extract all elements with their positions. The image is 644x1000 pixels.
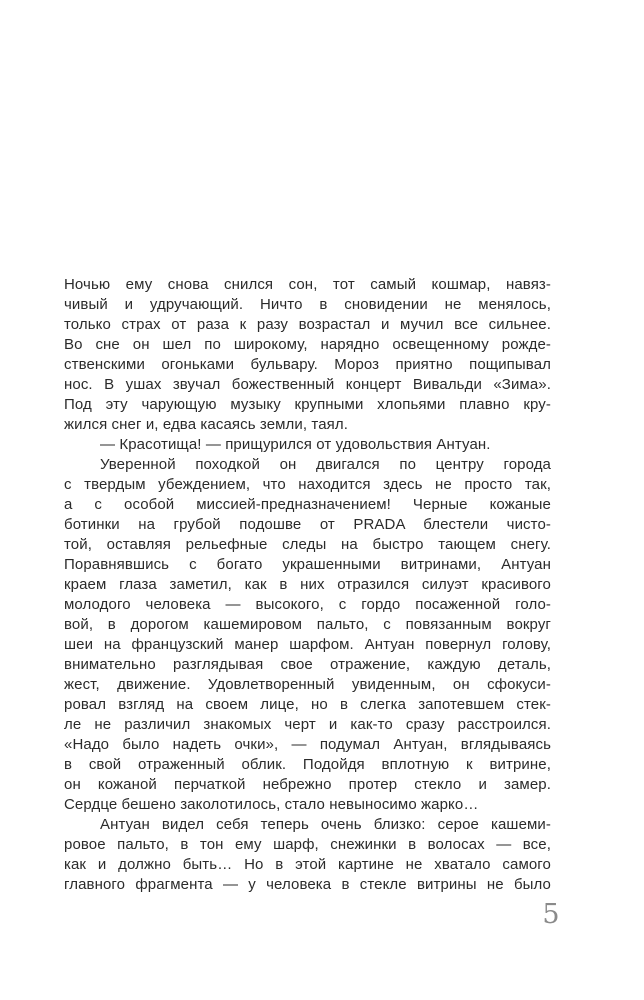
paragraph [64,275,551,435]
paragraph [64,815,551,895]
text-line: внимательно разглядывая свое отражение, каждую деталь, [64,656,551,673]
page-number: 5 [542,899,560,930]
text-line: чивый и удручающий. Ничто в сновидении не менялось, [64,296,551,313]
text-line: Под эту чарующую музыку крупными хлопьями плавно кру- [64,396,551,413]
text-line: «Надо было надеть очки», — подумал Антуан, вглядываясь [64,736,551,753]
text-line: ровое пальто, в тон ему шарф, снежинки в волосах — все, [64,836,551,853]
text-line: шеи на французский манер шарфом. Антуан повернул голову, [64,636,551,653]
text-line: Поравнявшись с богато украшенными витринами, Антуан [64,556,551,573]
text-line: — Красотища! — прищурился от удовольствия Антуан. [100,436,491,453]
text-line: ственскими огоньками бульвару. Мороз приятно пощипывал [64,356,551,373]
text-line: с твердым убеждением, что находится здесь не просто так, [64,476,551,493]
text-line: молодого человека — высокого, с гордо посаженной голо- [64,596,551,613]
text-line: жился снег и, едва касаясь земли, таял. [64,416,349,433]
text-line: Сердце бешено заколотилось, стало невыносимо жарко… [64,796,479,813]
text-line: нос. В ушах звучал божественный концерт Вивальди «Зима». [64,376,551,393]
text-line: в свой отраженный облик. Подойдя вплотную к витрине, [64,756,551,773]
text-line: как и должно быть… Но в этой картине не хватало самого [64,856,551,873]
text-line: ле не различил знакомых черт и как-то сразу расстроился. [64,716,551,733]
text-line: Ночью ему снова снился сон, тот самый кошмар, навяз- [64,276,551,293]
text-line: вой, в дорогом кашемировом пальто, с повязанным вокруг [64,616,551,633]
text-line: он кожаной перчаткой небрежно протер стекло и замер. [64,776,551,793]
text-line: ботинки на грубой подошве от PRADA блестели чисто- [64,516,551,533]
text-line: краем глаза заметил, как в них отразился силуэт красивого [64,576,551,593]
paragraph [64,435,551,455]
paragraph [64,455,551,815]
text-line: только страх от раза к разу возрастал и мучил все сильнее. [64,316,551,333]
text-line: Антуан видел себя теперь очень близко: серое кашеми- [100,816,551,833]
page-text [64,275,551,895]
text-line: а с особой миссией-предназначением! Черные кожаные [64,496,551,513]
text-line: Во сне он шел по широкому, нарядно освещенному рожде- [64,336,551,353]
text-line: ровал взгляд на своем лице, но в слегка запотевшем стек- [64,696,551,713]
text-line: главного фрагмента — у человека в стекле витрины не было [64,876,551,893]
text-line: Уверенной походкой он двигался по центру города [100,456,551,473]
text-line: той, оставляя рельефные следы на быстро тающем снегу. [64,536,551,553]
text-line: жест, движение. Удовлетворенный увиденным, он сфокуси- [64,676,551,693]
